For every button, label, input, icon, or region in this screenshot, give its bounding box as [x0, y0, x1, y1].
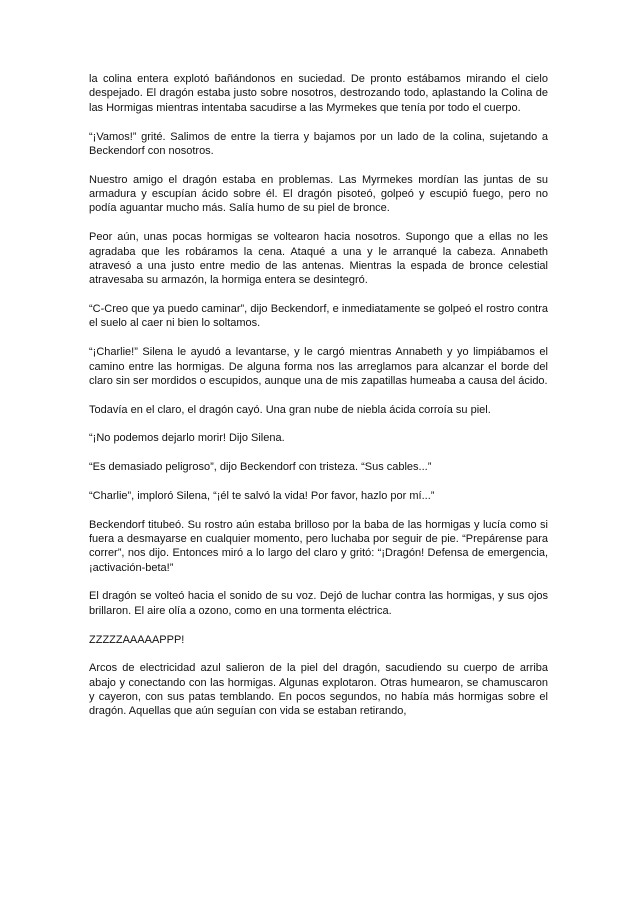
paragraph-14: Arcos de electricidad azul salieron de la piel del dragón, sacudiendo su cuerpo de arriba abajo y conectando con las hormigas. Algunas explotaron. Otras humearon, se chamuscaron y cayeron, con sus patas temblando. En pocos segundos, no había más hormigas sobre el dragón. Aquellas que aún seguían con vida se estaban retirando,: [89, 662, 548, 718]
document-page: [89, 72, 548, 733]
paragraph-4: Peor aún, unas pocas hormigas se voltearon hacia nosotros. Supongo que a ellas no les agradaba que les robáramos la cena. Ataqué a una y le arranqué la cabeza. Annabeth atravesó a una justo entre medio de las antenas. Mientras la espada de bronce celestial atravesaba su armazón, la hormiga entera se desintegró.: [89, 231, 548, 287]
paragraph-13: ZZZZZAAAAAPPP!: [89, 633, 185, 646]
paragraph-6: “¡Charlie!” Silena le ayudó a levantarse, y le cargó mientras Annabeth y yo limpiábamos el camino entre las hormigas. De alguna forma nos las arreglamos para alcanzar el borde del claro sin ser mordidos o escupidos, aunque una de mis zapatillas humeaba a causa del ácido.: [89, 346, 548, 387]
paragraph-1: la colina entera explotó bañándonos en suciedad. De pronto estábamos mirando el cielo despejado. El dragón estaba justo sobre nosotros, destrozando todo, aplastando la Colina de las Hormigas mientras intentaba sacudirse a las Myrmekes que tenía por todo el cuerpo.: [89, 73, 548, 114]
paragraph-11: Beckendorf titubeó. Su rostro aún estaba brilloso por la baba de las hormigas y lucía como si fuera a desmayarse en cualquier momento, pero luchaba por seguir de pie. “Prepárense para correr”, nos dijo. Entonces miró a lo largo del claro y gritó: “¡Dragón! Defensa de emergencia, ¡activación-beta!”: [89, 518, 548, 574]
paragraph-8: “¡No podemos dejarlo morir! Dijo Silena.: [89, 432, 285, 445]
paragraph-7: Todavía en el claro, el dragón cayó. Una gran nube de niebla ácida corroía su piel.: [89, 403, 491, 416]
paragraph-10: “Charlie”, imploró Silena, “¡él te salvó la vida! Por favor, hazlo por mí...”: [89, 489, 435, 502]
paragraph-3: Nuestro amigo el dragón estaba en problemas. Las Myrmekes mordían las juntas de su armadura y escupían ácido sobre él. El dragón pisoteó, golpeó y escupió fuego, pero no podía aguantar mucho más. Salía humo de su piel de bronce.: [89, 173, 548, 215]
paragraph-9: “Es demasiado peligroso”, dijo Beckendorf con tristeza. “Sus cables...”: [89, 461, 432, 474]
paragraph-2: “¡Vamos!” grité. Salimos de entre la tierra y bajamos por un lado de la colina, sujetando a Beckendorf con nosotros.: [89, 130, 548, 157]
paragraph-5: “C-Creo que ya puedo caminar”, dijo Beckendorf, e inmediatamente se golpeó el rostro contra el suelo al caer ni bien lo soltamos.: [89, 303, 548, 330]
paragraph-12: El dragón se volteó hacia el sonido de su voz. Dejó de luchar contra las hormigas, y sus ojos brillaron. El aire olía a ozono, como en una tormenta eléctrica.: [89, 590, 548, 617]
